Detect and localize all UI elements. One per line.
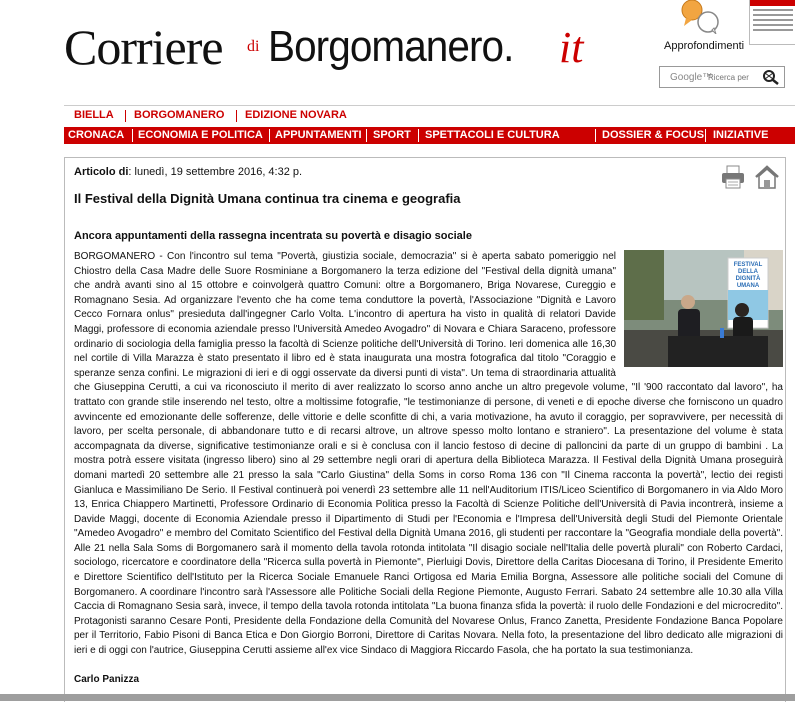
- nav-sport[interactable]: SPORT: [373, 129, 411, 141]
- home-icon[interactable]: [754, 164, 780, 195]
- article-meta: [74, 166, 302, 178]
- nav-biella[interactable]: BIELLA: [74, 109, 114, 121]
- logo-word-borgomanero: Borgomanero.: [268, 22, 514, 71]
- nav-appuntamenti[interactable]: APPUNTAMENTI: [275, 129, 362, 141]
- nav-edizione-novara[interactable]: EDIZIONE NOVARA: [245, 109, 347, 121]
- main-navigation: [64, 127, 795, 144]
- article-container: [64, 157, 786, 702]
- meta-date: : lunedì, 19 settembre 2016, 4:32 p.: [128, 166, 303, 178]
- newspaper-thumbnail[interactable]: [749, 0, 795, 45]
- nav-economia-politica[interactable]: ECONOMIA E POLITICA: [138, 129, 263, 141]
- nav-iniziative[interactable]: INIZIATIVE: [713, 129, 769, 141]
- photo-sign-text: FESTIVAL DELLA DIGNITÀ UMANA: [733, 262, 763, 289]
- article-subtitle: Ancora appuntamenti della rassegna incentrata su povertà e disagio sociale: [74, 230, 472, 242]
- nav-dossier-focus[interactable]: DOSSIER & FOCUS: [602, 129, 705, 141]
- search-box[interactable]: [659, 66, 785, 88]
- google-label: Google™: [670, 72, 713, 83]
- article-author: Carlo Panizza: [74, 674, 140, 685]
- nav-spettacoli-cultura[interactable]: SPETTACOLI E CULTURA: [425, 129, 560, 141]
- nav-borgomanero[interactable]: BORGOMANERO: [134, 109, 225, 121]
- article-tools: [720, 164, 780, 195]
- printer-icon[interactable]: [720, 164, 746, 195]
- nav-cronaca[interactable]: CRONACA: [68, 129, 125, 141]
- top-navigation: [64, 105, 795, 124]
- article-photo: [624, 250, 783, 367]
- article-body: [74, 250, 783, 659]
- magnifier-icon[interactable]: [760, 69, 780, 90]
- horizontal-scrollbar[interactable]: [0, 694, 795, 701]
- approfondimenti-link[interactable]: Approfondimenti: [664, 40, 745, 52]
- meta-label: Articolo di: [74, 166, 129, 178]
- logo-word-corriere: Corriere: [64, 19, 223, 75]
- user-speech-bubbles-icon[interactable]: [676, 0, 726, 34]
- article-body-text: BORGOMANERO - Con l'incontro sul tema "Povertà, giustizia sociale, democrazia" si è aperta sabato pomeriggio nel Chiostro della Casa Madre delle Suore Rosminiane a Borgomanero la terza edizione del "Festival della dignità umana" che andrà avanti sino al 15 ottobre e coinvolgerà quattro Comuni: oltre a Borgomanero, Briga Novarese, Cureggio e Romagnano Sesia. Ad organizzare l'evento che ha come tema conduttore la povertà, l'Associazione "Dignità e Lavoro Cecco Fornara onlus" presieduta dall'ingegner Carlo Volta. L'incontro di apertura ha visto in qualità di relatori Davide Maggi, professore di economia aziendale presso l'Università Amedeo Avogadro" di Novara e Chiara Saraceno, professore ordinario di sociologia della famiglia presso la facoltà di Scienze politiche dell'Università di Torino. Ieri domenica alle 16,30 nel cortile di Villa Marazza è stato presentato il libro ed è stata inaugurata una mostra fotografica dal titolo "Coraggio e speranze senza confini. Le migrazioni di ieri e di oggi osservate da diversi punti di vista". Un tema di straordinaria attualità che Giuseppina Cerutti, a cui va riconosciuto il merito di aver realizzato lo scorso anno anche un altro pregevole volume, "Il '900 raccontato dal lavoro", ha trattato con grande stile inserendo nel testo, oltre a moltissime fotografie, "le testimonianze di persone, di veneti e di epoche diverse che forniscono un quadro avvincente ed emozionante delle sofferenze, delle vittorie e delle sconfitte di chi, a varia motivazione, ha avuto il coraggio, per sopravvivere, per necessità di lavoro, per scelta personale, di abbandonare tutto e di recarsi altrove, un altrove spesso molto lontano e straniero". La presentazione del volume è stata accompagnata da diverse, significative testimonianze orali e si è conclusa con il lancio festoso di decine di palloncini da parte di un gruppo di bambini . La mostra potrà essere visitata (ingresso libero) sino al 29 settembre negli orari di apertura della Biblioteca Marazza. Il Festival della Dignità Umana proseguirà domani martedì 20 settembre alle 21 presso la sala "Carlo Giustina" della Soms in corso Roma 136 con "Il Cinema racconta la povertà", lectio dei registi Gianluca e Massimiliano De Serio. Il Festival continuerà poi venerdì 23 settembre alle 11 nell'Auditorium ITIS/Liceo Scientifico di Borgomanero in via Aldo Moro 13, Enrica Chiappero Martinetti, Professore Ordinario di Economia Politica presso la Facoltà di Scienze Politiche dell'Università di Pavia incontrerà, insieme a Davide Maggi, docente di Economia Aziendale presso il Dipartimento di Studi per l'Economia e l'Impresa dell'Università degli Studi del Piemonte Orientale "Amedeo Avogadro" e membro del Comitato Scientifico del Festival della Dignità Umana 2016, gli studenti per raccontare la "Geografia mondiale della povertà". Alle 21 nella Sala Soms di Borgomanero sarà il momento della tavola rotonda intitolata "Il disagio sociale nell'Italia delle povertà plurali" con Roberto Cardaci, sociologo, ricercatore e coordinatore della "Ricerca sulla povertà in Piemonte", Pierluigi Dovis, Direttore della Caritas Diocesana di Torino, il Presidente Emerito e Direttore Scientifico dell'Istituto per la Ricerca Sociale Emanuele Ranci Ortigosa ed Maria Emilia Borgna, Assessore alle politiche sociali del Comune di Borgomanero. A coordinare l'incontro sarà l'Assessore alle Politiche Sociali della Regione Piemonte, Augusto Ferrari. Sabato 24 settembre alle 10.30 alla Villa Caccia di Romagnano Sesia sarà, invece, il tempo della tavola rotonda intitolata "La buona finanza sfida la povertà: il ruolo delle Fondazioni e del microcredito". Protagonisti saranno Cesare Ponti, Presidente della Fondazione della Comunità del Novarese Onlus, Franco Zanetta, Presidente Fondazione Banca Popolare per il Territorio, Fabio Pisoni di Banca Etica e Don Giorgio Borroni, Direttore di Caritas Novara. Nella foto, la presentazione del libro dedicato alle migrazioni di ieri e di oggi con l'autrice, Giuseppina Cerutti assieme all'ex vice Sindaco di Maggiora Riccardo Fasola, che ha portato la sua testimonianza.: [74, 251, 783, 657]
- logo-word-it: it: [559, 23, 584, 72]
- logo-word-di: di: [247, 38, 260, 55]
- article-title: Il Festival della Dignità Umana continua tra cinema e geografia: [74, 191, 461, 206]
